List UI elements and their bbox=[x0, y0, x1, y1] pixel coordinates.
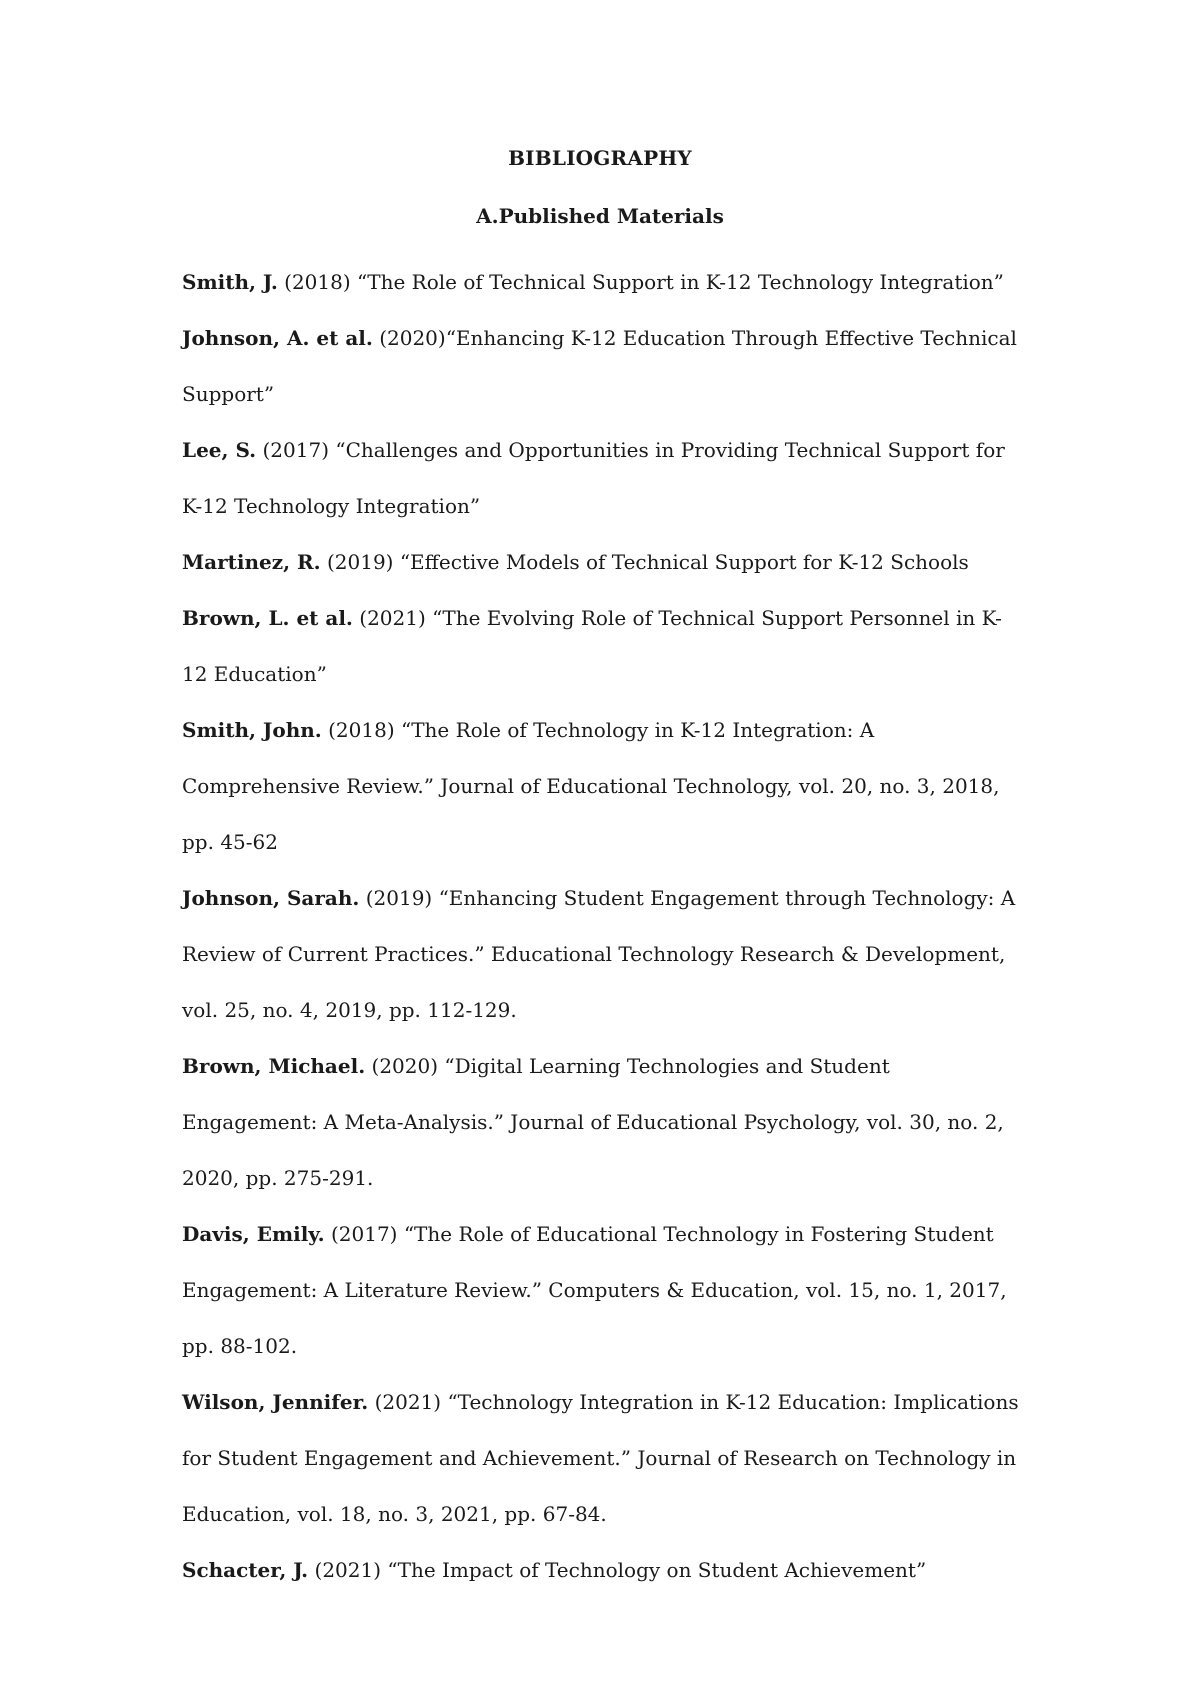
entry-text: (2017) “The Role of Educational Technology in Fostering Student Engagement: A Literature Review.” Computers & Education, vol. 15, no. 1, 2017, pp. 88-102. bbox=[182, 1222, 1007, 1358]
entry-author: Lee, S. bbox=[182, 438, 257, 462]
bibliography-entry bbox=[182, 1374, 1024, 1542]
bibliography-entry bbox=[182, 702, 1024, 870]
entry-author: Johnson, A. et al. bbox=[182, 326, 373, 350]
bibliography-list bbox=[182, 254, 1024, 1598]
bibliography-entry bbox=[182, 254, 1024, 310]
entry-text: (2019) “Enhancing Student Engagement through Technology: A Review of Current Practices.” Educational Technology Research & Development, vol. 25, no. 4, 2019, pp. 112-129. bbox=[182, 886, 1016, 1022]
entry-text: (2018) “The Role of Technical Support in K-12 Technology Integration” bbox=[277, 270, 1004, 294]
bibliography-entry bbox=[182, 1038, 1024, 1206]
entry-author: Johnson, Sarah. bbox=[182, 886, 360, 910]
entry-text: (2020)“Enhancing K-12 Education Through Effective Technical Support” bbox=[182, 326, 1017, 406]
bibliography-entry bbox=[182, 590, 1024, 702]
bibliography-entry bbox=[182, 310, 1024, 422]
section-heading: A.Published Materials bbox=[476, 204, 724, 228]
entry-text: (2017) “Challenges and Opportunities in Providing Technical Support for K-12 Technology Integration” bbox=[182, 438, 1005, 518]
bibliography-entry bbox=[182, 1206, 1024, 1374]
entry-text: (2021) “Technology Integration in K-12 Education: Implications for Student Engagement and Achievement.” Journal of Research on Technology in Education, vol. 18, no. 3, 2021, pp. 67-84. bbox=[182, 1390, 1019, 1526]
bibliography-entry bbox=[182, 422, 1024, 534]
entry-author: Schacter, J. bbox=[182, 1558, 309, 1582]
entry-author: Wilson, Jennifer. bbox=[182, 1390, 369, 1414]
entry-author: Brown, L. et al. bbox=[182, 606, 353, 630]
entry-text: (2021) “The Impact of Technology on Student Achievement” bbox=[308, 1558, 927, 1582]
page-title: BIBLIOGRAPHY bbox=[508, 146, 692, 170]
entry-text: (2020) “Digital Learning Technologies and Student Engagement: A Meta-Analysis.” Journal of Educational Psychology, vol. 30, no. 2, 2020, pp. 275-291. bbox=[182, 1054, 1004, 1190]
bibliography-entry bbox=[182, 534, 1024, 590]
bibliography-entry bbox=[182, 870, 1024, 1038]
bibliography-entry bbox=[182, 1542, 1024, 1598]
entry-author: Smith, J. bbox=[182, 270, 278, 294]
entry-text: (2019) “Effective Models of Technical Support for K-12 Schools bbox=[320, 550, 969, 574]
entry-author: Martinez, R. bbox=[182, 550, 321, 574]
entry-text: (2018) “The Role of Technology in K-12 Integration: A Comprehensive Review.” Journal of Educational Technology, vol. 20, no. 3, 2018, pp. 45-62 bbox=[182, 718, 1000, 854]
entry-author: Brown, Michael. bbox=[182, 1054, 366, 1078]
entry-author: Smith, John. bbox=[182, 718, 322, 742]
entry-text: (2021) “The Evolving Role of Technical Support Personnel in K-12 Education” bbox=[182, 606, 1002, 686]
entry-author: Davis, Emily. bbox=[182, 1222, 325, 1246]
